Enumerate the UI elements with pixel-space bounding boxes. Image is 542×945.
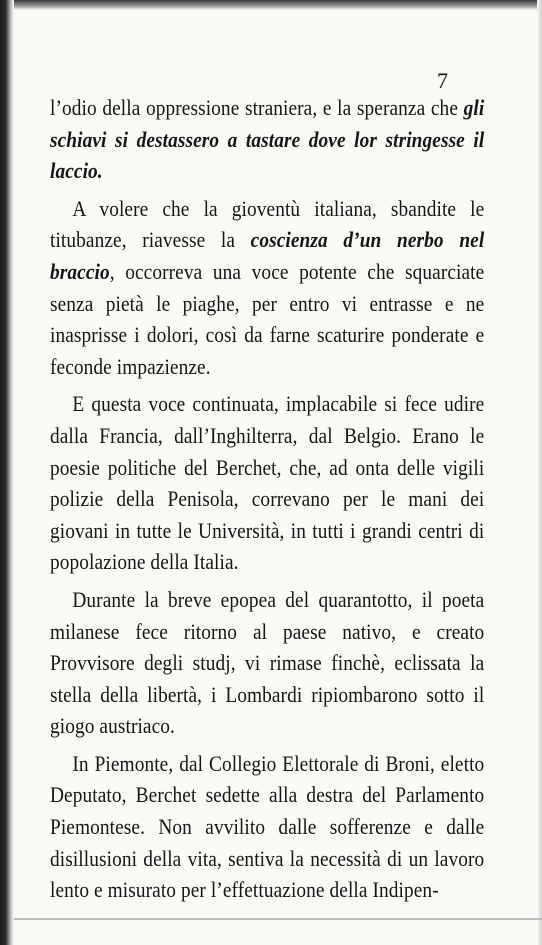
paragraph bbox=[50, 193, 484, 383]
text-run: l’odio della oppressione straniera, e la speranza che bbox=[50, 95, 464, 120]
italic-phrase: coscienza d’un nerbo nel braccio bbox=[50, 227, 485, 284]
book-spine-shadow bbox=[0, 0, 14, 945]
text-run: , occorreva una voce potente che squarciate senza pietà le piaghe, per entro vi entrasse e ne inasprisse i dolori, così da farne scaturire ponderate e feconde impazienze. bbox=[50, 258, 485, 379]
scan-top-edge bbox=[0, 0, 542, 10]
text-run: Durante la breve epopea del quarantotto, il poeta milanese fece ritorno al paese nativo, e creato Provvisore degli studj, vi rimase finchè, eclissata la stella della libertà, i Lombardi ripiombarono sotto il giogo austriaco. bbox=[50, 586, 485, 739]
paragraph bbox=[50, 748, 484, 906]
italic-phrase: gli schiavi si destassero a tastare dove lor stringesse il laccio. bbox=[50, 95, 485, 184]
page-bottom-rule bbox=[14, 918, 542, 920]
paragraph bbox=[50, 92, 484, 187]
text-run: A volere che la gioventù italiana, sbandite le titubanze, riavesse la bbox=[50, 195, 485, 253]
body-text bbox=[50, 92, 484, 906]
paragraph bbox=[50, 584, 484, 742]
scan-right-edge bbox=[537, 0, 542, 945]
text-run: E questa voce continuata, implacabile si fece udire dalla Francia, dall’Inghilterra, dal Belgio. Erano le poesie politiche del Berchet, che, ad onta delle vigili polizie della Penisola, correvano per le mani dei giovani in tutte le Università, in tutti i grandi centri di popolazione della Italia. bbox=[50, 391, 485, 575]
paragraph bbox=[50, 388, 484, 578]
text-run: In Piemonte, dal Collegio Elettorale di Broni, eletto Deputato, Berchet sedette alla destra del Parlamento Piemontese. Non avvilito dalle sofferenze e dalle disillusioni della vita, sentiva la necessità di un lavoro lento e misurato per l’effettuazione della Indipen- bbox=[50, 750, 485, 903]
page-number: 7 bbox=[437, 68, 448, 93]
